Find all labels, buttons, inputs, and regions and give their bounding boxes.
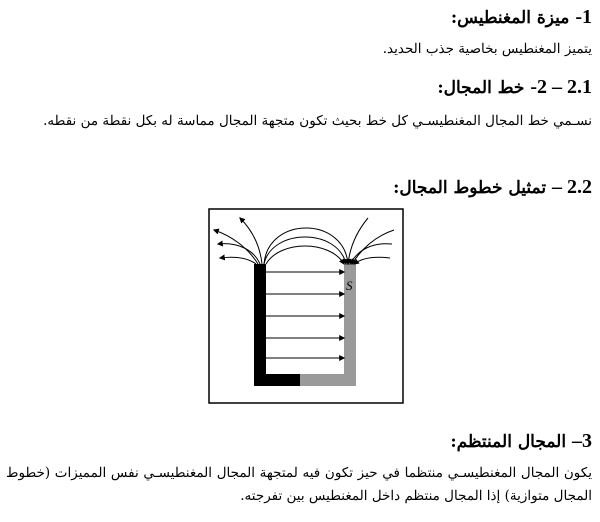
magnet-base-dark [254, 374, 300, 386]
section-3-heading [450, 430, 592, 453]
section-1-number: 1- [575, 6, 592, 28]
magnet-north-arm [254, 264, 266, 386]
section-2-2-number: 2.2 – [552, 176, 592, 198]
figure-frame [209, 209, 403, 403]
section-2-2-heading [393, 176, 592, 199]
south-pole-label: S [346, 278, 353, 293]
section-2-1-title: خط المجال: [437, 78, 525, 98]
section-1-text: يتميز المغنطيس بخاصية جذب الحديد. [382, 41, 592, 57]
section-3-number: 3– [572, 430, 592, 452]
section-3-text: يكون المجال المغنطيسـي منتظما في حيز تكون فيه لمتجهة المجال المغنطيسـي نفس المميزات (خطوط المجال متوازية) إذا المجال منتظم داخل المغنطيس بين تفرجته. [6, 465, 592, 504]
section-2-1-heading [437, 76, 592, 99]
section-2-2-title: تمثيل خطوط المجال: [393, 178, 547, 198]
section-2-1-text: نسـمي خط المجال المغنطيسـي كل خط بحيث تكون متجهة المجال مماسة له بكل نقطة من نقطه. [43, 113, 592, 129]
section-1-title: ميزة المغنطيس: [450, 8, 570, 28]
section-3-title: المجال المنتظم: [450, 432, 567, 452]
section-2-1-number: 2.1 – 2- [530, 76, 592, 98]
u-magnet-field-figure [208, 208, 404, 404]
section-1-heading [451, 6, 592, 29]
